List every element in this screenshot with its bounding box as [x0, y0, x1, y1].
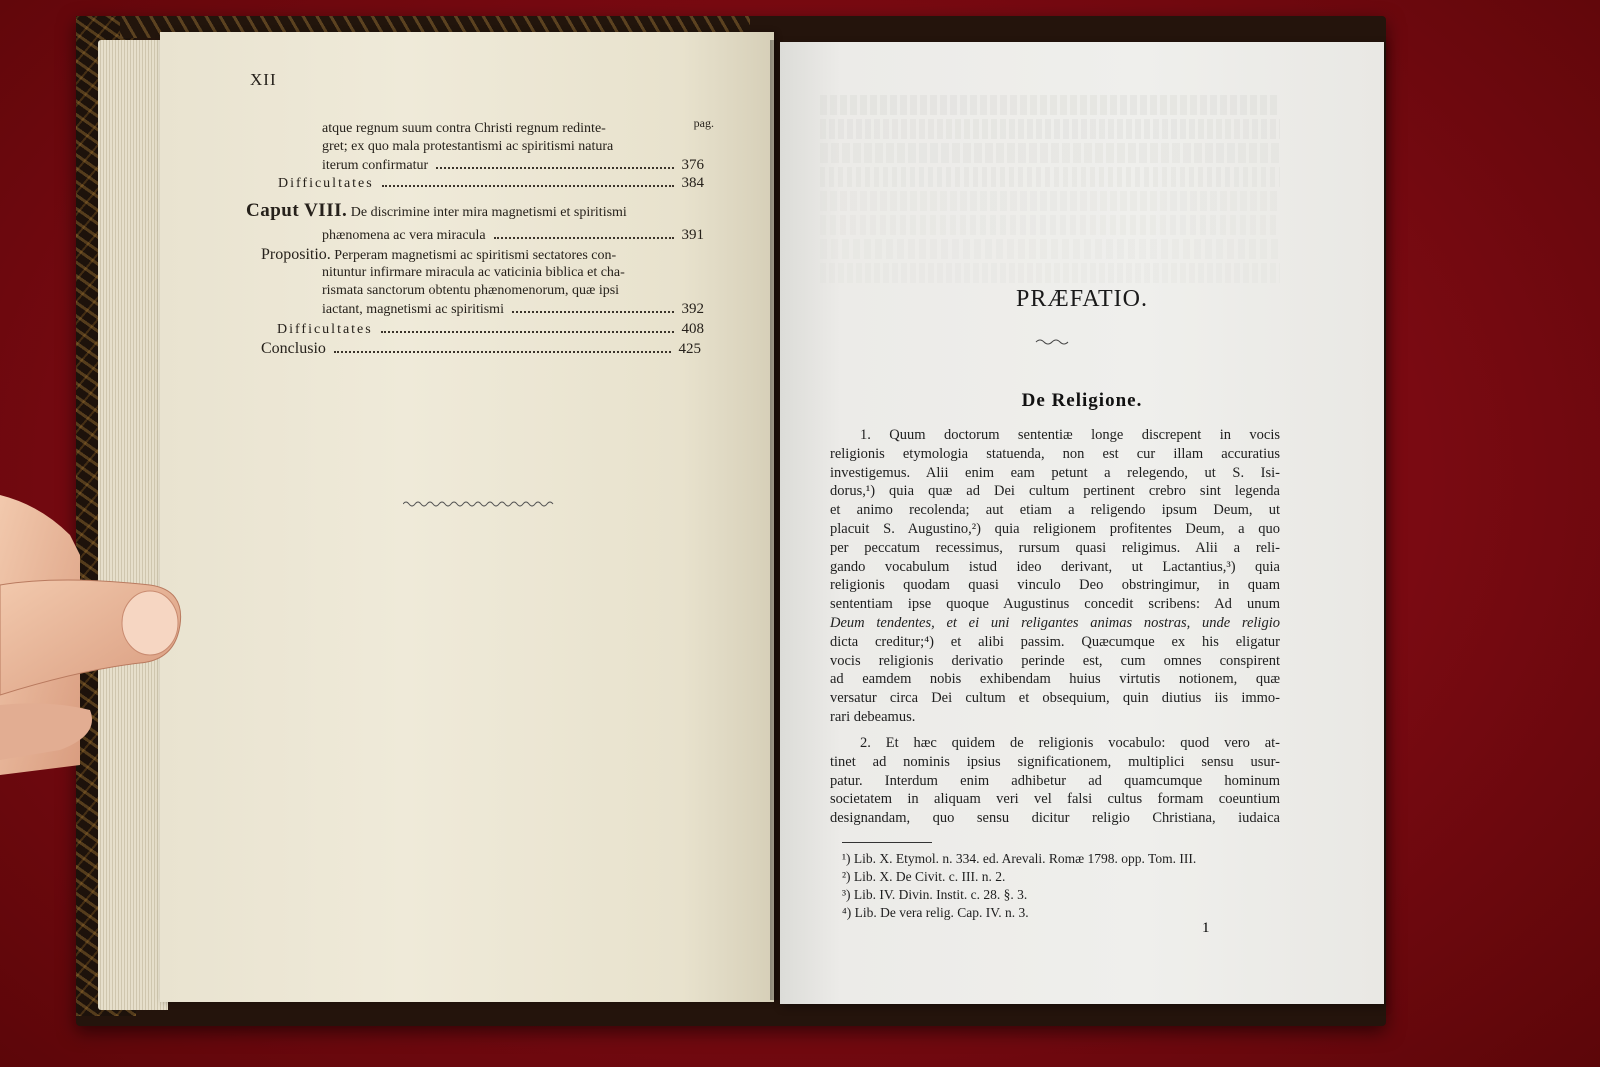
text-line: 1. Quum doctorum sententiæ longe discrepent in vocis: [860, 427, 1280, 443]
toc-caput-heading: [246, 202, 627, 222]
toc-page-number: 391: [681, 227, 704, 243]
text-line: dorus,¹) quia quæ ad Dei cultum pertinent crebro sint legenda: [830, 483, 1280, 500]
leader-dots: [494, 237, 674, 239]
toc-entry-difficultates-1: [278, 174, 704, 193]
text-line: ad eamdem nobis exhibendam huius virtutis notionem, quæ: [830, 671, 1280, 688]
toc-page-number: 408: [681, 321, 704, 337]
toc-cont-line-3: iterum confirmatur: [322, 158, 429, 173]
text-line: religionis etymologia statuenda, non est cur illam accuratius: [830, 445, 1280, 462]
toc-propositio-heading: [261, 246, 616, 265]
toc-cont-line-2: gret; ex quo mala protestantismi ac spiritismi natura: [322, 139, 614, 154]
paragraph-1: [830, 426, 1280, 727]
toc-label: Difficultates: [277, 322, 373, 337]
prop-line-4: iactant, magnetismi ac spiritismi: [322, 302, 504, 317]
toc-page-number: 384: [681, 175, 704, 191]
text-line: versatur circa Dei cultum et obsequium, quin diutius iis immo-: [830, 690, 1280, 707]
caput-line-2: phænomena ac vera miracula: [322, 228, 486, 243]
toc-entry-propositio: [322, 300, 704, 319]
wavy-rule-ornament: [403, 500, 555, 508]
prop-line-3: rismata sanctorum obtentu phænomenorum, quæ ipsi: [322, 283, 620, 298]
chapter-title: PRÆFATIO.: [1016, 286, 1148, 312]
leader-dots: [436, 167, 673, 169]
footnote-1: ¹) Lib. X. Etymol. n. 334. ed. Arevali. Romæ 1798. opp. Tom. III.: [842, 851, 1197, 866]
text-line: placuit S. Augustino,²) quia religionem profitentes Deum, a quo: [830, 520, 1280, 537]
text-line: designandam, quo sensu dicitur religio Christiana, iudaica: [830, 810, 1280, 827]
left-page: [160, 32, 774, 1002]
text-line: 2. Et hæc quidem de religionis vocabulo: quod vero at-: [860, 735, 1280, 751]
text-line: gando vocabulum istud ideo derivant, ut Lactantius,³) quia: [830, 558, 1280, 575]
bleed-through-texture: [820, 95, 1280, 287]
toc-entry-conclusio: [261, 340, 701, 358]
text-line: dicta creditur;⁴) et alibi passim. Quæcumque ex his eligatur: [830, 633, 1280, 650]
footnotes: [842, 850, 1196, 922]
toc-label: Conclusio: [261, 340, 326, 357]
toc-entry-cont: [322, 156, 704, 175]
text-line: tinet ad nominis ipsius significationem, multiplici sensu usur-: [830, 753, 1280, 770]
paragraph-2: [830, 734, 1280, 828]
leader-dots: [382, 185, 674, 187]
text-line: per peccatum recessimus, rursum quasi religimus. Alii a reli-: [830, 539, 1280, 556]
title-ornament: [1034, 338, 1074, 346]
text-line: religionis quodam quasi vinculo Deo obstringimur, in quam: [830, 577, 1280, 594]
leader-dots: [334, 351, 671, 353]
text-line: et animo recolenda; aut etiam a religendo ipsum Deum, ut: [830, 502, 1280, 519]
footnote-3: ³) Lib. IV. Divin. Instit. c. 28. §. 3.: [842, 887, 1028, 902]
leader-dots: [381, 331, 674, 333]
toc-entry-difficultates-2: [277, 320, 704, 339]
prop-line-1: Perperam magnetismi ac spiritismi sectatores con-: [334, 248, 617, 263]
footnote-rule: [842, 842, 932, 843]
text-line: rari debeamus.: [830, 708, 916, 725]
toc-entry-caput: [322, 226, 704, 245]
leader-dots: [512, 311, 674, 313]
toc-label: Difficultates: [278, 176, 374, 191]
section-title: De Religione.: [1021, 390, 1143, 411]
text-line-italic: Deum tendentes, et ei uni religantes animas nostras, unde religio: [830, 614, 1280, 631]
text-line: patur. Interdum enim adhibetur ad quamcumque hominum: [830, 772, 1280, 789]
text-line: vocis religionis derivatio perinde est, cum omnes conspirent: [830, 652, 1280, 669]
caput-line-1: De discrimine inter mira magnetismi et spiritismi: [350, 205, 627, 220]
text-line: investigemus. Alii enim eam petunt a relegendo, ut S. Isi-: [830, 464, 1280, 481]
page-number: 1: [1202, 920, 1210, 936]
footnote-4: ⁴) Lib. De vera relig. Cap. IV. n. 3.: [842, 905, 1029, 920]
toc-page-number: 376: [681, 157, 704, 173]
caput-label: Caput VIII.: [246, 200, 348, 221]
running-head: XII: [250, 70, 277, 89]
text-line: sententiam ipse quoque Augustinus concedit scribens: Ad unum: [830, 596, 1280, 613]
hand-holding-book: [0, 495, 190, 775]
pag-label: pag.: [693, 116, 714, 130]
prop-line-2: nituntur infirmare miracula ac vaticinia biblica et cha-: [322, 265, 625, 280]
toc-page-number: 392: [681, 301, 704, 317]
toc-page-number: 425: [678, 341, 701, 357]
text-line: societatem in aliquam veri vel falsi cultus formam coeuntium: [830, 791, 1280, 808]
propositio-label: Propositio.: [261, 246, 331, 263]
footnote-2: ²) Lib. X. De Civit. c. III. n. 2.: [842, 869, 1006, 884]
toc-cont-line-1: atque regnum suum contra Christi regnum redinte-: [322, 121, 606, 136]
